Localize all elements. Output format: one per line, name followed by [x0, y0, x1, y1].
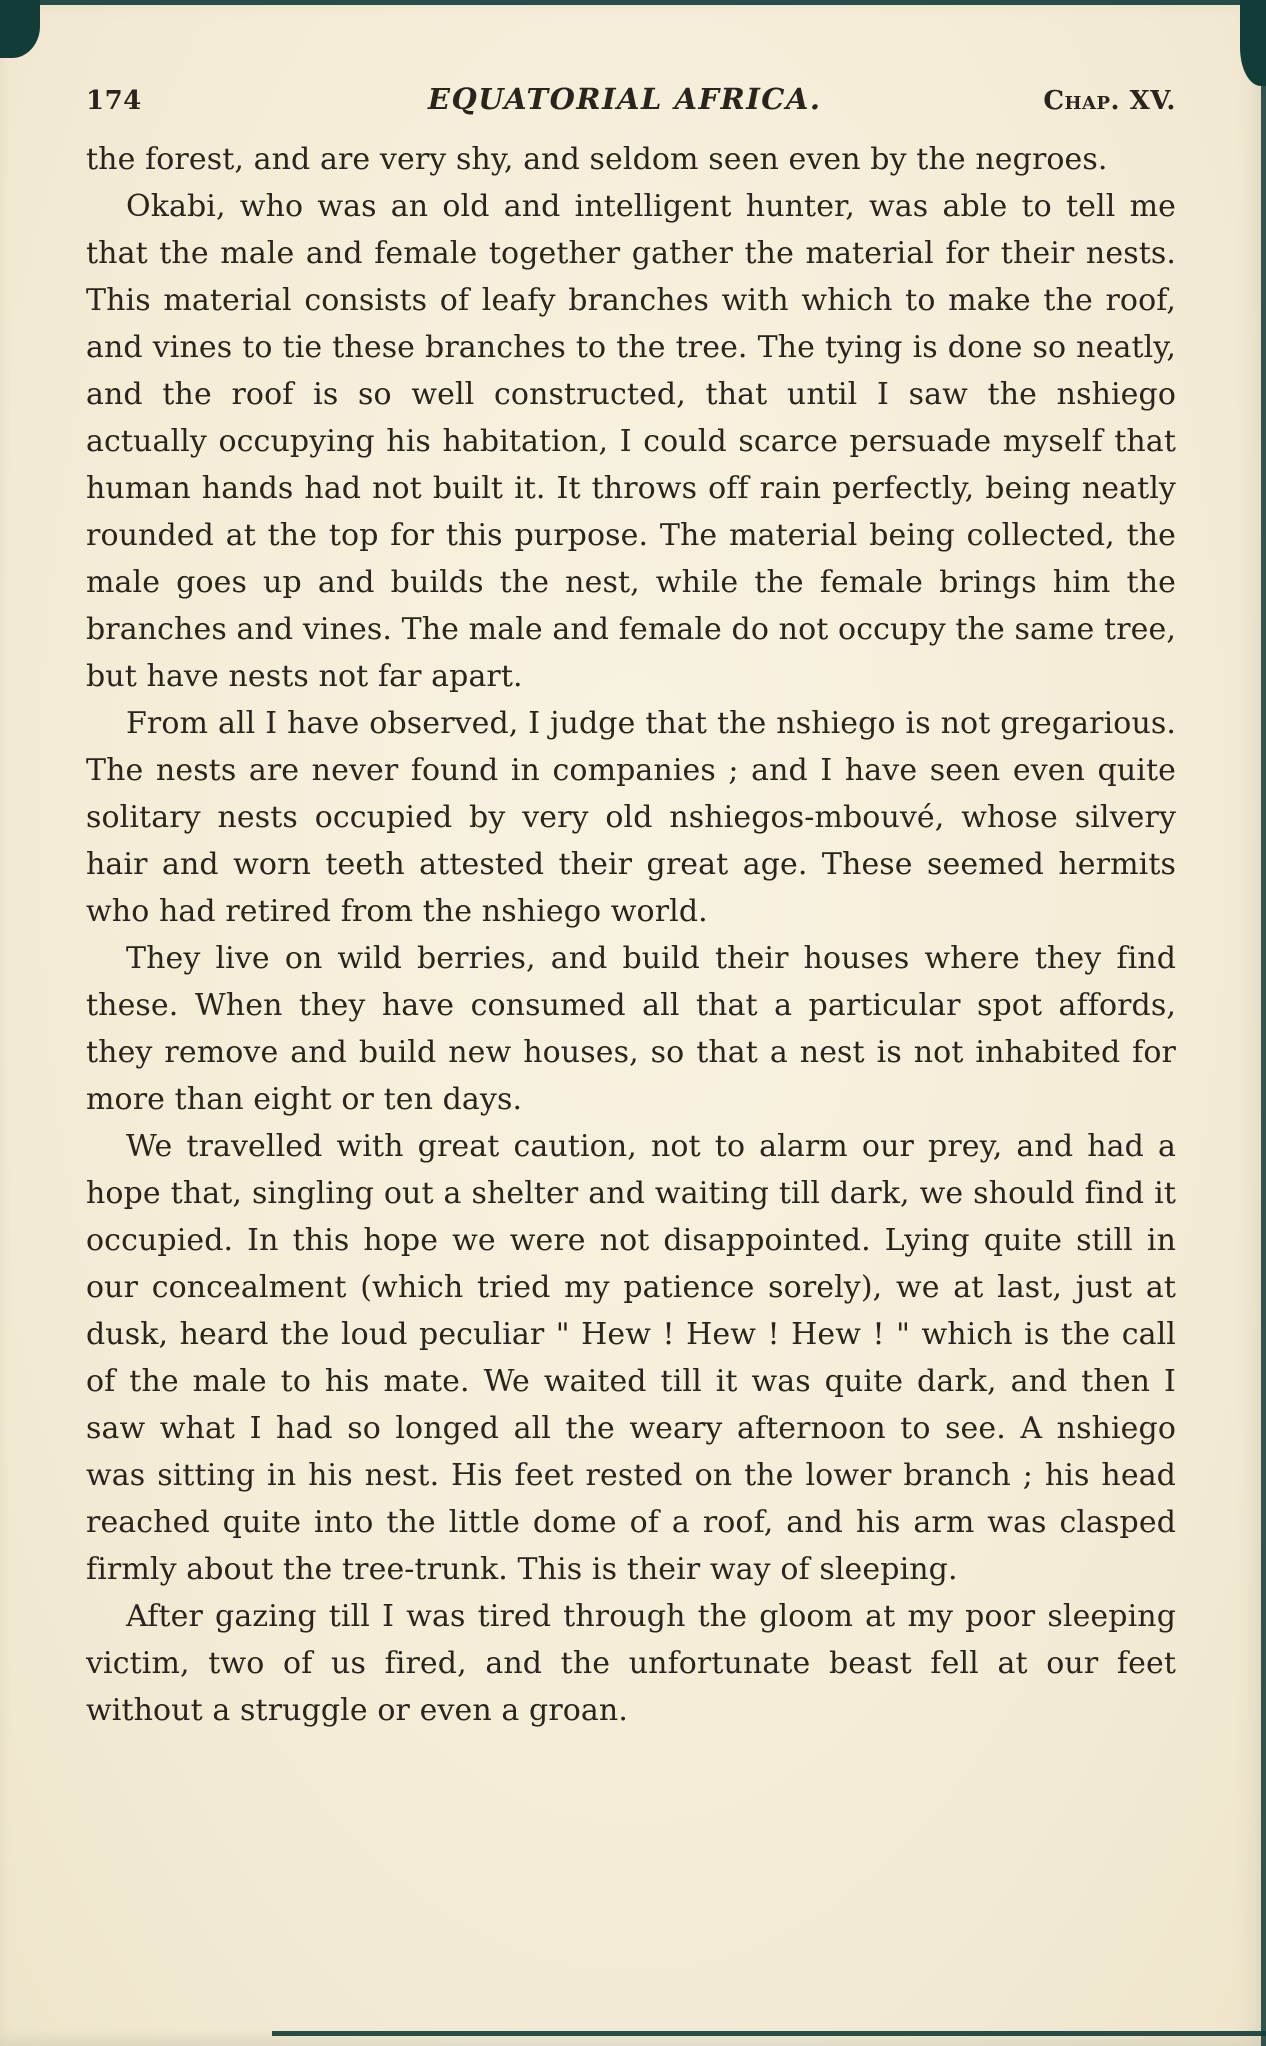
paragraph-nests-material: Okabi, who was an old and intelligent hunter, was able to tell me that the male and female together gather the material for their nests. This material consists of leafy branches with which to make the roof, and vines to tie these branches to the tree. The tying is done so neatly, and the roof is so well constructed, that until I saw the nshiego actually occupying his habitation, I could scarce persuade myself that human hands had not built it. It throws off rain perfectly, being neatly rounded at the top for this purpose. The material being collected, the male goes up and builds the nest, while the female brings him the branches and vines. The male and female do not occupy the same tree, but have nests not far apart. [86, 189, 1176, 694]
page-header [86, 82, 1176, 116]
paragraph-not-gregarious: From all I have observed, I judge that the nshiego is not gregarious. The nests are never found in companies ; and I have seen even quite solitary nests occupied by very old nshiegos-mbouvé, whose silvery hair and worn teeth attested their great age. These seemed hermits who had retired from the nshiego world. [86, 706, 1176, 929]
scan-edge-top [0, 0, 1266, 5]
scan-corner-top-left [0, 0, 40, 58]
page-number: 174 [86, 86, 142, 116]
scan-edge-bottom [272, 2031, 1266, 2036]
paragraph-wild-berries: They live on wild berries, and build their houses where they find these. When they have consumed all that a particular spot affords, they remove and build new houses, so that a nest is not inhabited for more than eight or ten days. [86, 941, 1176, 1117]
paragraph-after-gazing: After gazing till I was tired through the gloom at my poor sleeping victim, two of us fired, and the unfortunate beast fell at our feet without a struggle or even a groan. [86, 1599, 1176, 1728]
running-title: EQUATORIAL AFRICA. [427, 82, 822, 116]
chapter-label: Chap. XV. [1043, 86, 1176, 116]
paragraph-travelled-caution: We travelled with great caution, not to alarm our prey, and had a hope that, singling out a shelter and waiting till dark, we should find it occupied. In this hope we were not disappointed. Lying quite still in our concealment (which tried my patience sorely), we at last, just at dusk, heard the loud peculiar " Hew ! Hew ! Hew ! " which is the call of the male to his mate. We waited till it was quite dark, and then I saw what I had so longed all the weary afternoon to see. A nshiego was sitting in his nest. His feet rested on the lower branch ; his head reached quite into the little dome of a roof, and his arm was clasped firmly about the tree-trunk. This is their way of sleeping. [86, 1129, 1176, 1587]
scan-edge-right [1261, 0, 1266, 2046]
page-body [86, 136, 1176, 1734]
paragraph-continuation: the forest, and are very shy, and seldom seen even by the negroes. [86, 142, 1108, 177]
